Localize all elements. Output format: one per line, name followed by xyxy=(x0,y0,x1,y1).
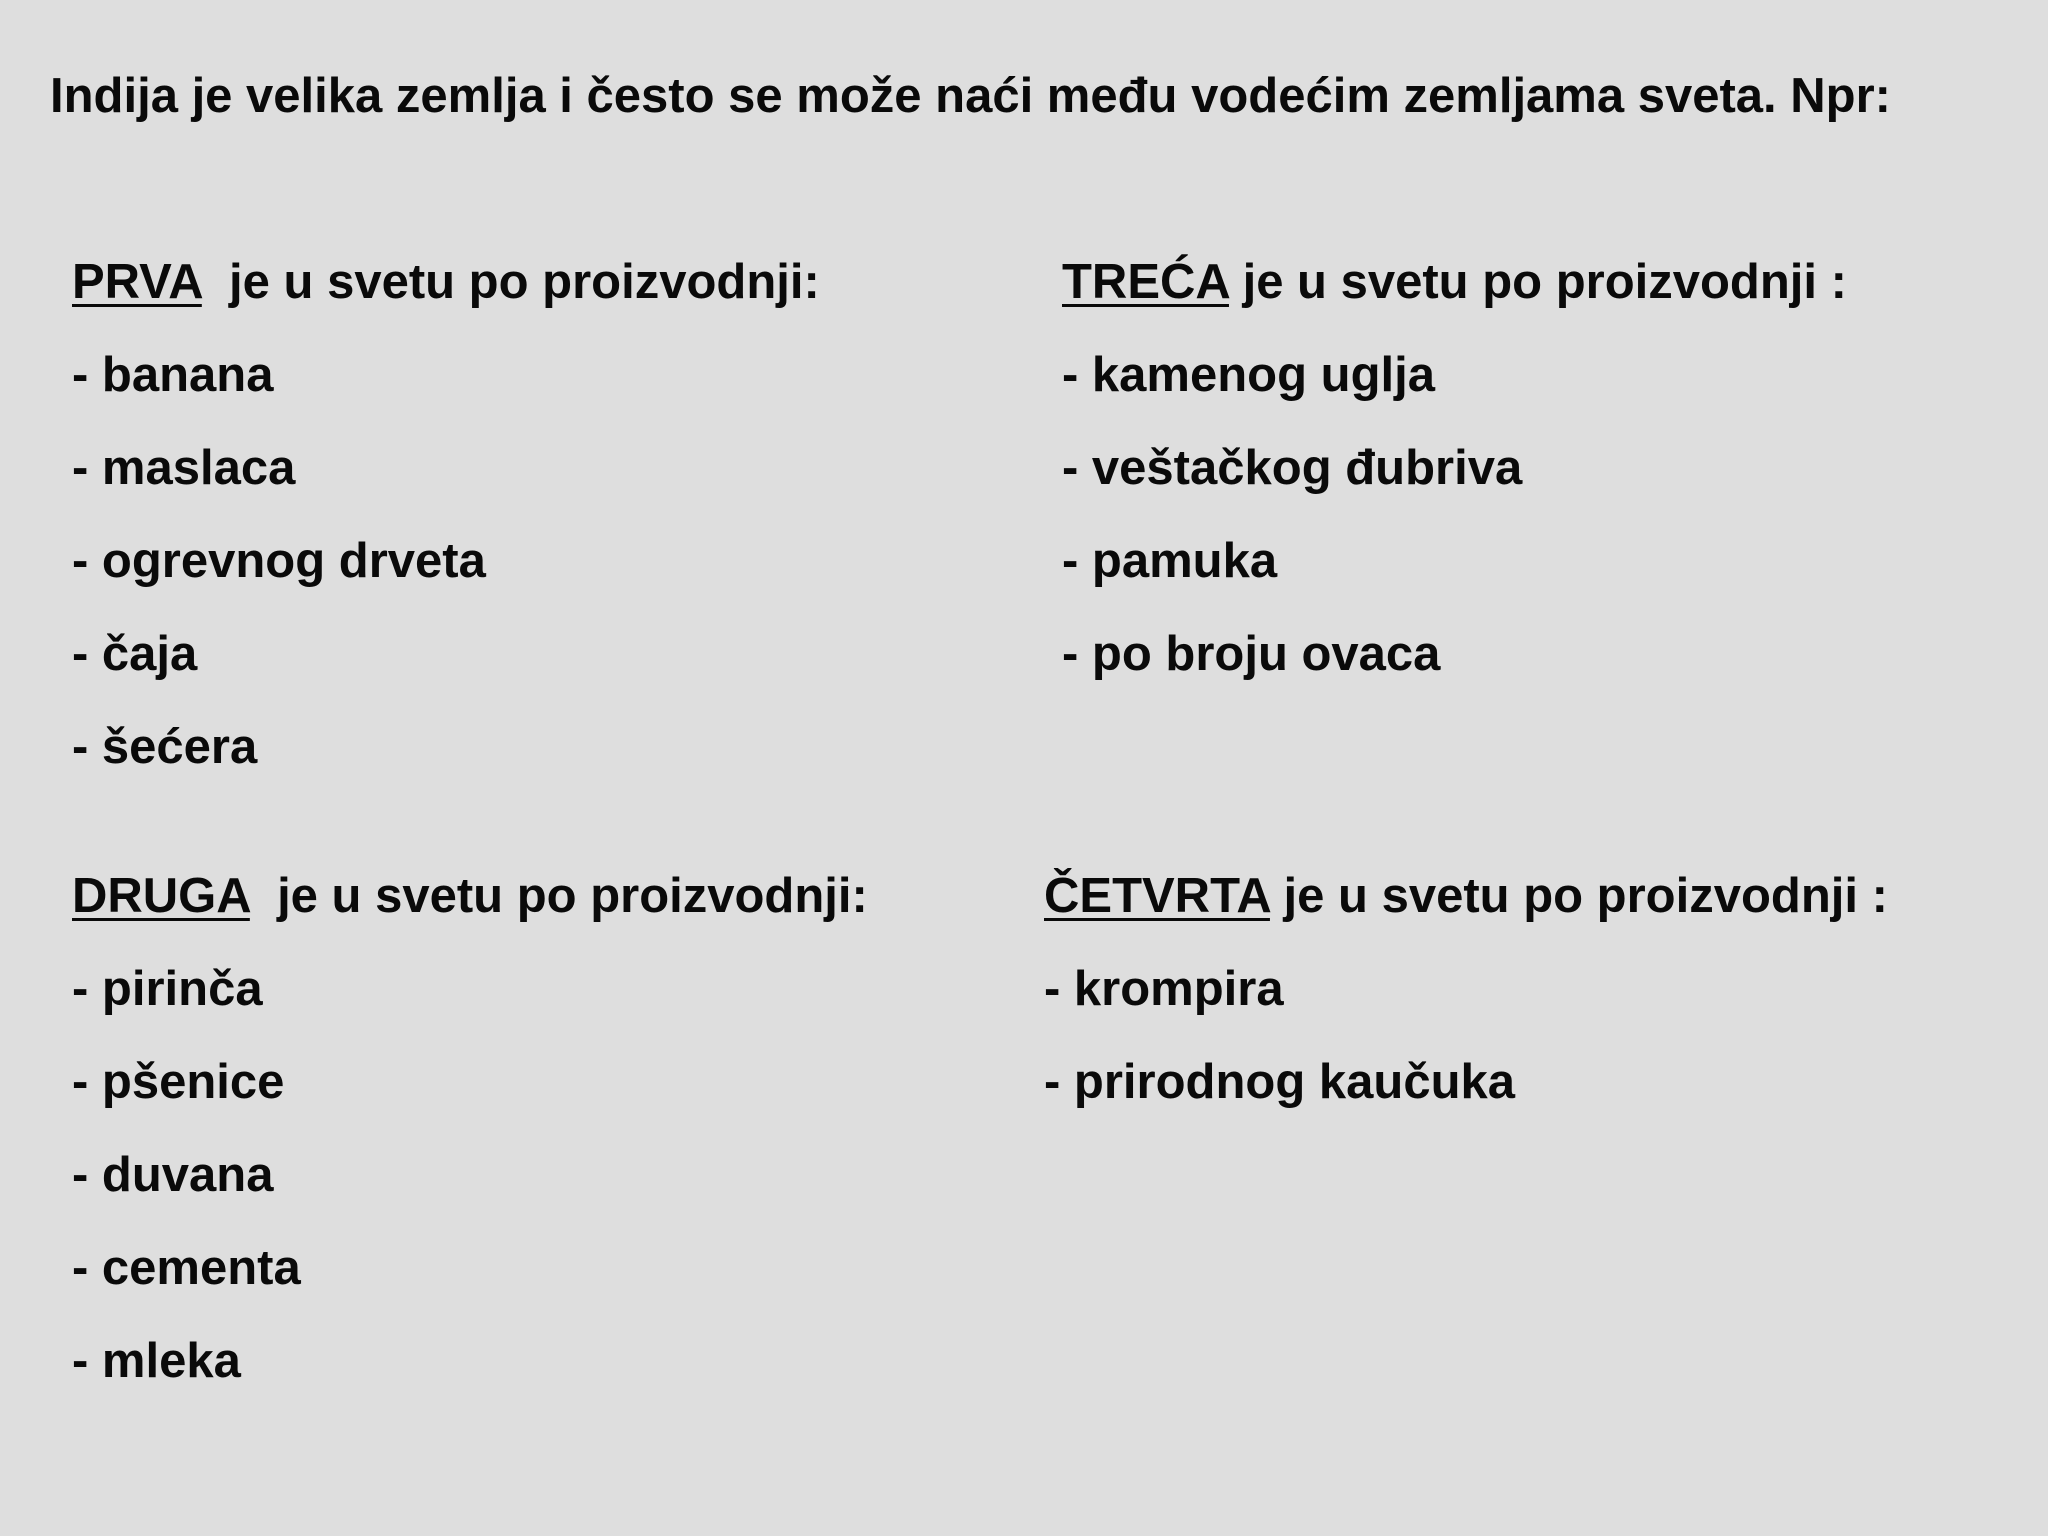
rank-label-prva: PRVA xyxy=(72,255,202,309)
list-item: - prirodnog kaučuka xyxy=(1044,1055,1516,1109)
heading-text-druga: je u svetu po proizvodnji: xyxy=(249,869,868,923)
list-item: - pamuka xyxy=(1062,534,1278,588)
rank-label-druga: DRUGA xyxy=(72,869,250,923)
list-item: - ogrevnog drveta xyxy=(72,534,486,588)
section-cetvrta xyxy=(1044,866,1888,1112)
section-prva xyxy=(72,252,820,777)
heading-text-prva: je u svetu po proizvodnji: xyxy=(201,255,820,309)
section-heading-prva xyxy=(72,252,820,312)
list-item: - veštačkog đubriva xyxy=(1062,441,1523,495)
list-item: - maslaca xyxy=(72,441,296,495)
list-item: - mleka xyxy=(72,1334,241,1388)
section-heading-druga xyxy=(72,866,868,926)
list-item: - čaja xyxy=(72,627,198,681)
section-heading-treca xyxy=(1062,252,1847,312)
rank-label-cetvrta: ČETVRTA xyxy=(1044,869,1270,923)
list-item: - cementa xyxy=(72,1241,301,1295)
heading-text-treca: je u svetu po proizvodnji : xyxy=(1228,255,1847,309)
item-list-druga xyxy=(72,959,868,1391)
heading-text-cetvrta: je u svetu po proizvodnji : xyxy=(1269,869,1888,923)
list-item: - pšenice xyxy=(72,1055,285,1109)
section-heading-cetvrta xyxy=(1044,866,1888,926)
section-treca xyxy=(1062,252,1847,684)
list-item: - kamenog uglja xyxy=(1062,348,1436,402)
list-item: - banana xyxy=(72,348,274,402)
item-list-cetvrta xyxy=(1044,959,1888,1112)
item-list-prva xyxy=(72,345,820,777)
list-item: - pirinča xyxy=(72,962,263,1016)
rank-label-treca: TREĆA xyxy=(1062,255,1229,309)
list-item: - duvana xyxy=(72,1148,274,1202)
list-item: - po broju ovaca xyxy=(1062,627,1441,681)
item-list-treca xyxy=(1062,345,1847,684)
list-item: - krompira xyxy=(1044,962,1284,1016)
section-druga xyxy=(72,866,868,1391)
list-item: - šećera xyxy=(72,720,258,774)
intro-text: Indija je velika zemlja i često se može naći među vodećim zemljama sveta. Npr: xyxy=(50,69,1891,123)
